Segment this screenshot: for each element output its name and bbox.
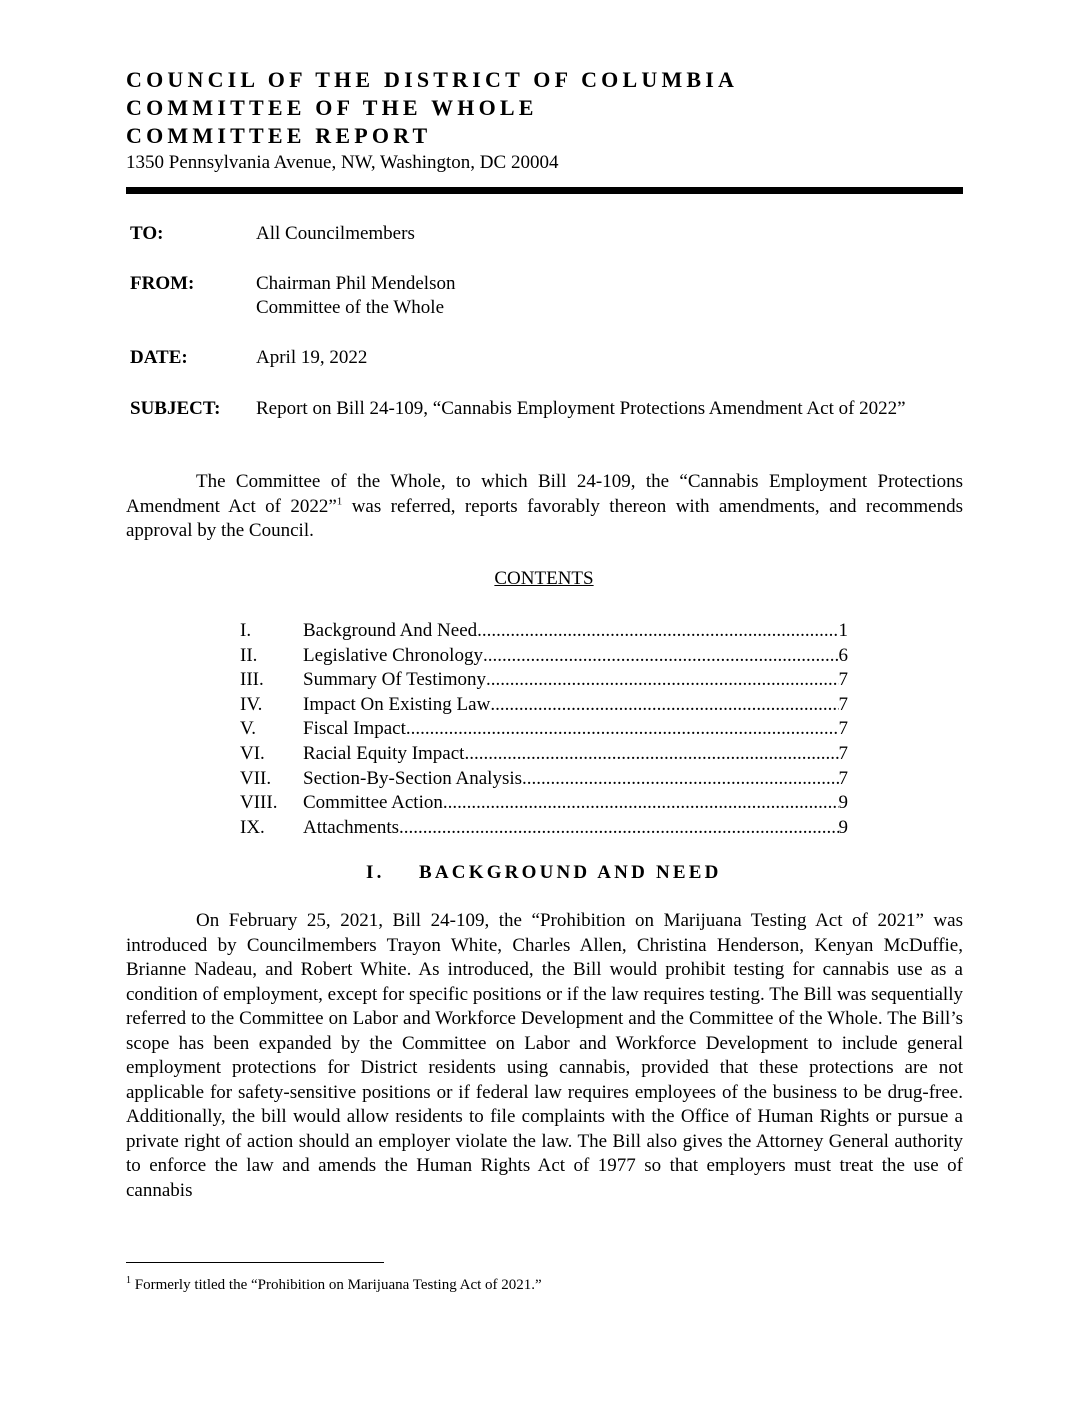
letterhead-report: COMMITTEE REPORT [126, 123, 432, 148]
toc-number: VI. [240, 742, 265, 764]
toc-row[interactable] [240, 742, 850, 767]
background-paragraph [126, 909, 963, 1203]
toc-leader-dots [483, 644, 839, 669]
toc-page-number: 9 [838, 816, 848, 838]
toc-row[interactable] [240, 816, 850, 841]
toc-number: VII. [240, 767, 272, 789]
table-of-contents [240, 619, 850, 840]
memo-date-label: DATE: [130, 347, 188, 368]
toc-title: Racial Equity Impact [303, 742, 465, 764]
toc-page-number: 7 [838, 767, 848, 789]
toc-number: V. [240, 718, 257, 740]
toc-leader-dots [486, 668, 838, 693]
footnote-reference[interactable]: 1 [336, 495, 343, 508]
footnote-rule [126, 1262, 384, 1263]
letterhead-address: 1350 Pennsylvania Avenue, NW, Washington, DC 20004 [126, 152, 559, 173]
contents-heading: CONTENTS [494, 568, 594, 589]
toc-title: Attachments [303, 816, 400, 838]
intro-text-start: The Committee of the Whole, to which Bill 24-109, the “Cannabis Employment Protections Amendment Act of 2022” [126, 471, 963, 517]
memo-subject-label: SUBJECT: [130, 398, 221, 419]
toc-number: I. [240, 620, 252, 641]
letterhead [126, 66, 738, 175]
section-number: I. [366, 862, 385, 883]
toc-leader-dots [406, 717, 839, 742]
toc-title: Summary Of Testimony [303, 669, 487, 691]
toc-leader-dots [490, 693, 838, 718]
toc-number: IX. [240, 816, 265, 838]
toc-row[interactable] [240, 668, 850, 693]
section-title: BACKGROUND AND NEED [419, 862, 722, 883]
toc-page-number: 7 [838, 718, 848, 740]
toc-number: VIII. [240, 792, 278, 814]
toc-number: IV. [240, 693, 263, 715]
memo-to-value: All Councilmembers [256, 223, 415, 244]
toc-page-number: 7 [838, 693, 848, 715]
toc-title: Committee Action [303, 792, 443, 814]
toc-page-number: 1 [838, 620, 848, 641]
toc-title: Legislative Chronology [303, 644, 483, 666]
toc-page-number: 6 [838, 644, 848, 666]
toc-number: III. [240, 669, 264, 691]
memo-from-committee: Committee of the Whole [256, 297, 445, 318]
header-rule [126, 187, 963, 194]
toc-leader-dots [464, 742, 838, 767]
footnote-text: Formerly titled the “Prohibition on Marijuana Testing Act of 2021.” [131, 1277, 542, 1293]
toc-title: Background And Need [303, 620, 478, 641]
intro-paragraph [126, 470, 963, 544]
footnote-mark: 1 [126, 1275, 131, 1286]
memo-from-name: Chairman Phil Mendelson [256, 273, 456, 294]
memo-from-label: FROM: [130, 273, 195, 294]
toc-page-number: 7 [838, 742, 848, 764]
background-text: On February 25, 2021, Bill 24-109, the “Prohibition on Marijuana Testing Act of 2021” was introduced by Councilmembers Trayon White, Charles Allen, Christina Henderson, Kenyan McDuffie, Brianne Nadeau, and Robert White. As introduced, the Bill would prohibit testing for cannabis use as a condition of employment, except for specific positions or if the law requires testing. The Bill was sequentially referred to the Committee on Labor and Workforce Development and the Committee of the Whole. The Bill’s scope has been expanded by the Committee on Labor and Workforce Development to include general employment protections for District residents using cannabis, provided that these protections are not applicable for safety-sensitive positions or if federal law requires employees of the business to be drug-free. Additionally, the bill would allow residents to file complaints with the Office of Human Rights or pursue a private right of action should an employer violate the law. The Bill also gives the Attorney General authority to enforce the law and amends the Human Rights Act of 1977 so that employers must treat the use of cannabis [126, 910, 963, 1201]
toc-title: Impact On Existing Law [303, 693, 491, 715]
footnote [126, 1275, 542, 1295]
memo-subject-value: Report on Bill 24-109, “Cannabis Employment Protections Amendment Act of 2022” [256, 398, 906, 419]
intro-text-end: was referred, reports favorably thereon with amendments, and recommends approval by the Council. [126, 495, 963, 541]
letterhead-committee: COMMITTEE OF THE WHOLE [126, 95, 538, 120]
toc-title: Fiscal Impact [303, 718, 406, 740]
toc-leader-dots [399, 816, 838, 841]
toc-leader-dots [477, 619, 838, 644]
toc-row[interactable] [240, 791, 850, 816]
toc-title: Section-By-Section Analysis [303, 767, 523, 789]
toc-leader-dots [443, 791, 839, 816]
letterhead-council: COUNCIL OF THE DISTRICT OF COLUMBIA [126, 67, 739, 92]
toc-row[interactable] [240, 644, 850, 669]
toc-leader-dots [522, 767, 838, 792]
toc-page-number: 9 [838, 792, 848, 814]
toc-row[interactable] [240, 619, 850, 644]
toc-row[interactable] [240, 693, 850, 718]
toc-page-number: 7 [838, 669, 848, 691]
memo-date-value: April 19, 2022 [256, 347, 368, 368]
toc-row[interactable] [240, 767, 850, 792]
toc-row[interactable] [240, 717, 850, 742]
toc-number: II. [240, 644, 258, 666]
memo-to-label: TO: [130, 223, 164, 244]
